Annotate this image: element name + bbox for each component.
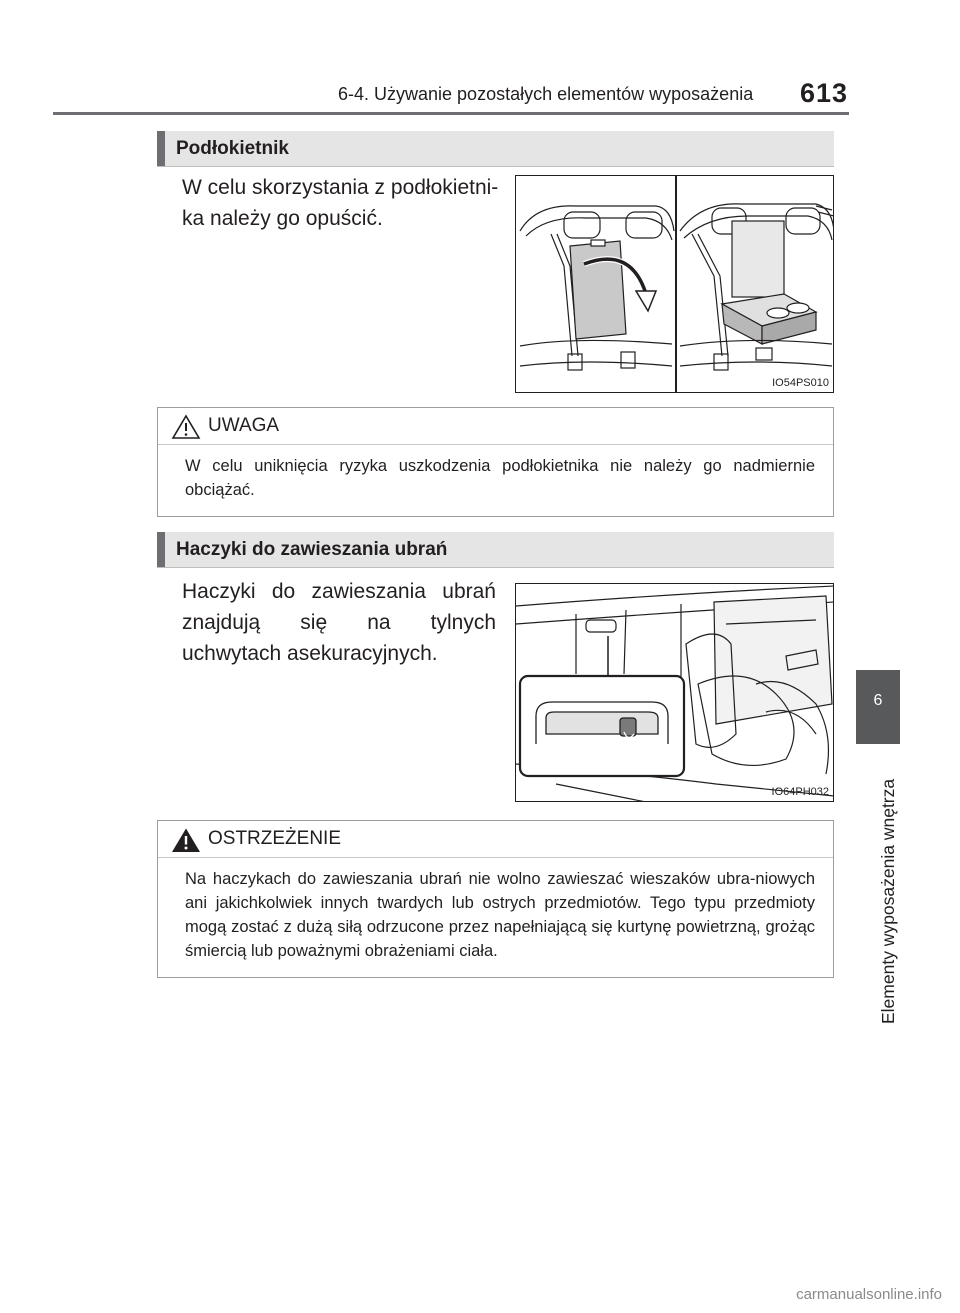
warning-box	[157, 820, 834, 978]
heading-accent-bar	[157, 131, 165, 166]
coat-hook-figure-code: IO64PH032	[771, 786, 829, 798]
armrest-section-heading	[157, 131, 834, 167]
warning-header	[158, 821, 833, 858]
running-header-title: 6-4. Używanie pozostałych elementów wyposażenia	[338, 84, 754, 104]
caution-box	[157, 407, 834, 517]
coat-hook-figure	[515, 583, 834, 802]
warning-text: Na haczykach do zawieszania ubrań nie wolno zawieszać wieszaków ubra-niowych ani jakichkolwiek innych twardych lub ostrych przedmiotów. Tego typu przedmioty mogą zostać z dużą siłą odrzucone przez napełniającą się kurtynę powietrzną, grożąc śmiercią lub poważnymi obrażeniami ciała.	[185, 870, 815, 960]
armrest-text: W celu skorzystania z podłokietni-ka należy go opuścić.	[182, 176, 499, 230]
coat-hook-illustration	[516, 584, 834, 802]
chapter-tab	[856, 670, 900, 744]
warning-triangle-filled-icon	[171, 827, 201, 853]
armrest-description	[182, 172, 506, 234]
watermark: carmanualsonline.info	[796, 1286, 942, 1303]
chapter-number: 6	[873, 692, 883, 709]
coat-hooks-heading-text: Haczyki do zawieszania ubrań	[176, 539, 448, 560]
page-number: 613	[800, 78, 849, 108]
caution-triangle-outline-icon	[171, 414, 201, 440]
coat-hooks-section-heading	[157, 532, 834, 568]
coat-hooks-description	[182, 576, 496, 669]
warning-label: OSTRZEŻENIE	[208, 828, 342, 849]
armrest-heading-text: Podłokietnik	[176, 138, 289, 159]
coat-hooks-text: Haczyki do zawieszania ubrań znajdują się na tylnych uchwytach asekuracyjnych.	[182, 580, 496, 665]
armrest-illustration	[516, 176, 834, 393]
caution-text: W celu uniknięcia ryzyka uszkodzenia podłokietnika nie należy go nadmiernie obciążać.	[185, 457, 815, 499]
caution-header	[158, 408, 833, 445]
header-rule	[53, 112, 849, 115]
armrest-figure	[515, 175, 834, 393]
chapter-title: Elementy wyposażenia wnętrza	[878, 778, 898, 1024]
heading-accent-bar	[157, 532, 165, 567]
armrest-figure-code: IO54PS010	[772, 377, 829, 389]
caution-label: UWAGA	[208, 415, 280, 436]
